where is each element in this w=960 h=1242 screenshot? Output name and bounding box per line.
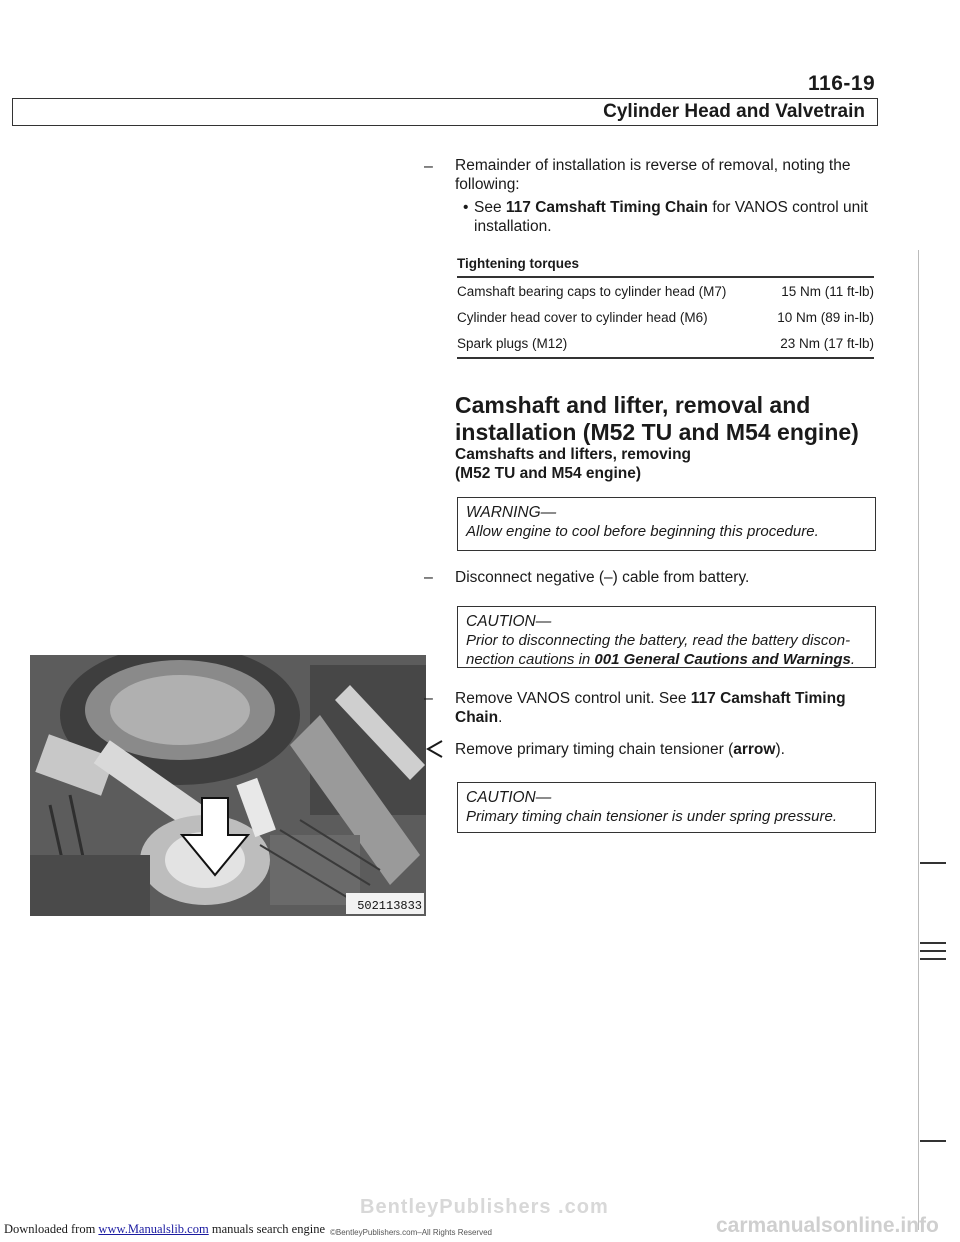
publisher-watermark-logo: BentleyPublishers .com — [360, 1196, 609, 1218]
step3-text-end: . — [498, 709, 503, 726]
step-disconnect-battery: Disconnect negative (–) cable from battery. — [455, 569, 750, 586]
torque-item: Spark plugs (M12) — [457, 335, 568, 351]
caution-title: CAUTION— — [466, 613, 552, 630]
sub-heading-line1: Camshafts and lifters, removing — [455, 446, 692, 463]
torque-item: Camshaft bearing caps to cylinder head (M7) — [457, 283, 727, 299]
margin-tick — [920, 958, 946, 960]
warning-text: Allow engine to cool before beginning this procedure. — [466, 523, 819, 540]
bullet-text-pre: See — [474, 199, 506, 216]
torque-value: 23 Nm (17 ft-lb) — [780, 335, 874, 351]
caution-title: CAUTION— — [466, 789, 552, 806]
caution-text-line1: Prior to disconnecting the battery, read the battery discon- — [466, 632, 851, 649]
photo-code: 502113833 — [357, 899, 422, 913]
step-remainder-installation: Remainder of installation is reverse of removal, noting the following: — [455, 157, 851, 193]
download-footer — [4, 1222, 325, 1237]
bullet-dot: • — [463, 199, 469, 216]
step-remove-vanos — [455, 689, 875, 727]
header-bar — [12, 98, 878, 126]
caution-text: Primary timing chain tensioner is under spring pressure. — [466, 808, 837, 825]
left-arrow-icon — [425, 739, 445, 763]
left-arrow-glyph — [425, 739, 445, 759]
section-heading-line1: Camshaft and lifter, removal and — [455, 392, 811, 418]
torque-table — [457, 278, 874, 356]
table-row — [457, 278, 874, 304]
caution-box-battery — [457, 606, 876, 668]
caution-text-end: . — [850, 651, 856, 668]
sub-heading — [455, 445, 691, 483]
torque-value: 10 Nm (89 in-lb) — [777, 309, 874, 325]
camshaft-timing-chain-link[interactable]: 117 Camshaft Timing Chain — [455, 690, 846, 726]
footer-prefix: Downloaded from — [4, 1222, 99, 1236]
page-title: Cylinder Head and Valvetrain — [603, 101, 865, 122]
section-heading-line2: installation (M52 TU and M54 engine) — [455, 419, 859, 445]
bullet-text-post: for VANOS control unit installation. — [474, 199, 868, 235]
manualslib-link[interactable]: www.Manualslib.com — [98, 1222, 209, 1236]
torque-value: 15 Nm (11 ft-lb) — [781, 283, 874, 299]
step4-text-end: ). — [775, 741, 785, 758]
step-dash: – — [424, 158, 433, 175]
torque-item: Cylinder head cover to cylinder head (M6) — [457, 309, 708, 325]
caution-text-pre: nection cautions in — [466, 651, 595, 668]
warning-title: WARNING— — [466, 504, 557, 521]
step3-text-pre: Remove VANOS control unit. See — [455, 690, 691, 707]
scan-margin-line — [918, 250, 919, 1230]
site-watermark: carmanualsonline.info — [716, 1214, 939, 1237]
torque-table-bottom-rule — [457, 357, 874, 359]
step-dash: – — [424, 690, 433, 707]
footer-suffix: manuals search engine — [208, 1222, 325, 1236]
step4-text-pre: Remove primary timing chain tensioner ( — [455, 741, 734, 758]
margin-tick — [920, 862, 946, 864]
caution-box-tensioner — [457, 782, 876, 833]
warning-box — [457, 497, 876, 551]
table-row — [457, 304, 874, 330]
step4-text-bold: arrow — [733, 741, 776, 758]
margin-tick — [920, 1140, 946, 1142]
section-heading — [455, 392, 859, 446]
timing-chain-link[interactable]: 117 Camshaft Timing Chain — [505, 199, 709, 216]
step-dash: – — [424, 569, 433, 586]
margin-tick — [920, 942, 946, 944]
bullet-vanos-reference — [474, 198, 884, 236]
engine-photo-drawing — [30, 655, 426, 916]
general-cautions-link[interactable]: 001 General Cautions and Warnings — [594, 651, 851, 668]
page-number: 116-19 — [808, 72, 876, 95]
table-row — [457, 330, 874, 356]
sub-heading-line2: (M52 TU and M54 engine) — [455, 465, 642, 482]
step-remove-tensioner — [455, 740, 785, 759]
publisher-copyright: ©BentleyPublishers.com–All Rights Reserved — [330, 1228, 492, 1237]
torque-table-title: Tightening torques — [457, 256, 579, 271]
engine-photo — [30, 655, 426, 916]
caution-text-line2 — [466, 650, 867, 669]
margin-tick — [920, 950, 946, 952]
